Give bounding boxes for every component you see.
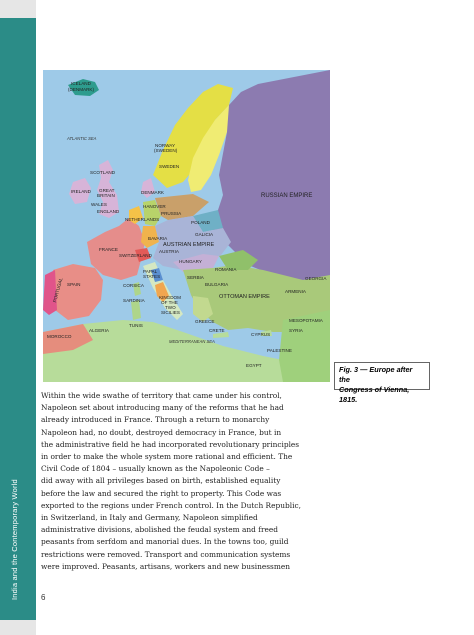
body-line: in order to make the whole system more rational and efficient. The xyxy=(41,452,293,462)
sidebar-book-title: India and the Contemporary World xyxy=(10,479,19,600)
body-line: did away with all privileges based on birth, established equality xyxy=(41,476,281,486)
map-label-austrian-empire: AUSTRIAN EMPIRE xyxy=(163,242,215,248)
map-label-romania: ROMANIA xyxy=(215,267,237,272)
map-label-switzerland: SWITZERLAND xyxy=(119,253,152,258)
map-label-bavaria: BAVARIA xyxy=(148,236,168,241)
map-label-sardinia: SARDINIA xyxy=(123,298,145,303)
map-label-great: GREAT xyxy=(99,188,115,193)
map-label-portugal: PORTUGAL xyxy=(52,277,64,303)
map-label-norway-2: (SWEDEN) xyxy=(154,148,178,153)
map-label-britain: BRITAIN xyxy=(97,193,115,198)
map-label-georgia: GEORGIA xyxy=(305,276,327,281)
body-line: restrictions were removed. Transport and communication systems xyxy=(41,549,291,559)
map-label-sicilies: SICILIES xyxy=(161,310,180,315)
map-label-atlantic: ATLANTIC SEA xyxy=(67,136,97,141)
body-paragraph xyxy=(41,390,331,573)
map-label-scotland: SCOTLAND xyxy=(90,170,116,175)
map-label-iceland: ICELAND xyxy=(71,81,91,86)
figure-caption-line-2: Congress of Vienna, 1815. xyxy=(339,385,410,404)
map-label-wales: WALES xyxy=(91,202,107,207)
map-label-kingdom: KINGDOM xyxy=(159,295,181,300)
map-label-mediterranean: MEDITERRANEAN SEA xyxy=(169,339,215,344)
body-line: peasants from serfdom and manorial dues. In the towns too, guild xyxy=(41,537,289,547)
map-label-netherlands: NETHERLANDS xyxy=(125,217,160,222)
map-label-bulgaria: BULGARIA xyxy=(205,282,229,287)
figure-caption xyxy=(334,362,430,404)
body-line: Napoleon had, no doubt, destroyed democracy in France, but in xyxy=(41,427,282,437)
body-line: administrative divisions, abolished the feudal system and freed xyxy=(41,525,279,535)
map-label-corsica: CORSICA xyxy=(123,283,144,288)
map-label-greece: GREECE xyxy=(195,319,215,324)
map-label-crete: CRETE xyxy=(209,328,225,333)
body-line: Within the wide swathe of territory that came under his control, xyxy=(41,391,282,400)
map-label-denmark: DENMARK xyxy=(141,190,164,195)
page-number: 6 xyxy=(41,593,46,602)
body-line: exported to the regions under French control. In the Dutch Republic, xyxy=(41,500,301,510)
map-label-hungary: HUNGARY xyxy=(179,259,202,264)
map-label-ottoman-empire: OTTOMAN EMPIRE xyxy=(219,294,270,300)
map-label-mesopotamia: MESOPOTAMIA xyxy=(289,318,323,323)
sidebar-book-title-wrap xyxy=(10,470,26,600)
map-label-cyprus: CYPRUS xyxy=(251,332,271,337)
map-label-states: STATES xyxy=(143,274,161,279)
map-label-egypt: EGYPT xyxy=(246,363,262,368)
map-label-prussia: PRUSSIA xyxy=(161,211,182,216)
map-label-england: ENGLAND xyxy=(97,209,120,214)
body-line: Civil Code of 1804 – usually known as the Napoleonic Code – xyxy=(41,464,270,474)
body-line: were improved. Peasants, artisans, workers and new businessmen xyxy=(41,561,290,571)
map-label-of-the: OF THE xyxy=(161,300,178,305)
europe-map xyxy=(43,70,330,382)
body-line: already introduced in France. Through a return to monarchy xyxy=(41,415,270,425)
map-label-russian-empire: RUSSIAN EMPIRE xyxy=(261,193,313,199)
map-label-norway: NORWAY xyxy=(155,143,176,148)
map-label-poland: POLAND xyxy=(191,220,210,225)
map-label-tunis: TUNIS xyxy=(129,323,143,328)
map-label-austria: AUSTRIA xyxy=(159,249,179,254)
map-label-papal: PAPAL xyxy=(143,269,158,274)
body-line: the administrative field he had incorporated revolutionary principles xyxy=(41,439,300,449)
map-label-armenia: ARMENIA xyxy=(285,289,306,294)
map-label-serbia: SERBIA xyxy=(187,275,204,280)
map-label-hanover: HANOVER xyxy=(143,204,166,209)
body-line: Napoleon set about introducing many of the reforms that he had xyxy=(41,403,284,413)
map-label-france: FRANCE xyxy=(99,247,118,252)
map-label-syria: SYRIA xyxy=(289,328,303,333)
map-label-morocco: MOROCCO xyxy=(47,334,72,339)
map-label-ireland: IRELAND xyxy=(71,189,91,194)
map-label-two: TWO xyxy=(165,305,176,310)
body-line: before the law and secured the right to property. This Code was xyxy=(41,488,282,498)
map-label-iceland-2: (DENMARK) xyxy=(68,87,95,92)
map-label-palestine: PALESTINE xyxy=(267,348,292,353)
body-line: in Switzerland, in Italy and Germany, Napoleon simplified xyxy=(41,513,258,523)
map-label-algeria: ALGERIA xyxy=(89,328,109,333)
map-label-galicia: GALICIA xyxy=(195,232,214,237)
map-label-sweden: SWEDEN xyxy=(159,164,180,169)
figure-caption-line-1: Fig. 3 — Europe after the xyxy=(339,365,413,384)
map-label-spain: SPAIN xyxy=(67,282,81,287)
